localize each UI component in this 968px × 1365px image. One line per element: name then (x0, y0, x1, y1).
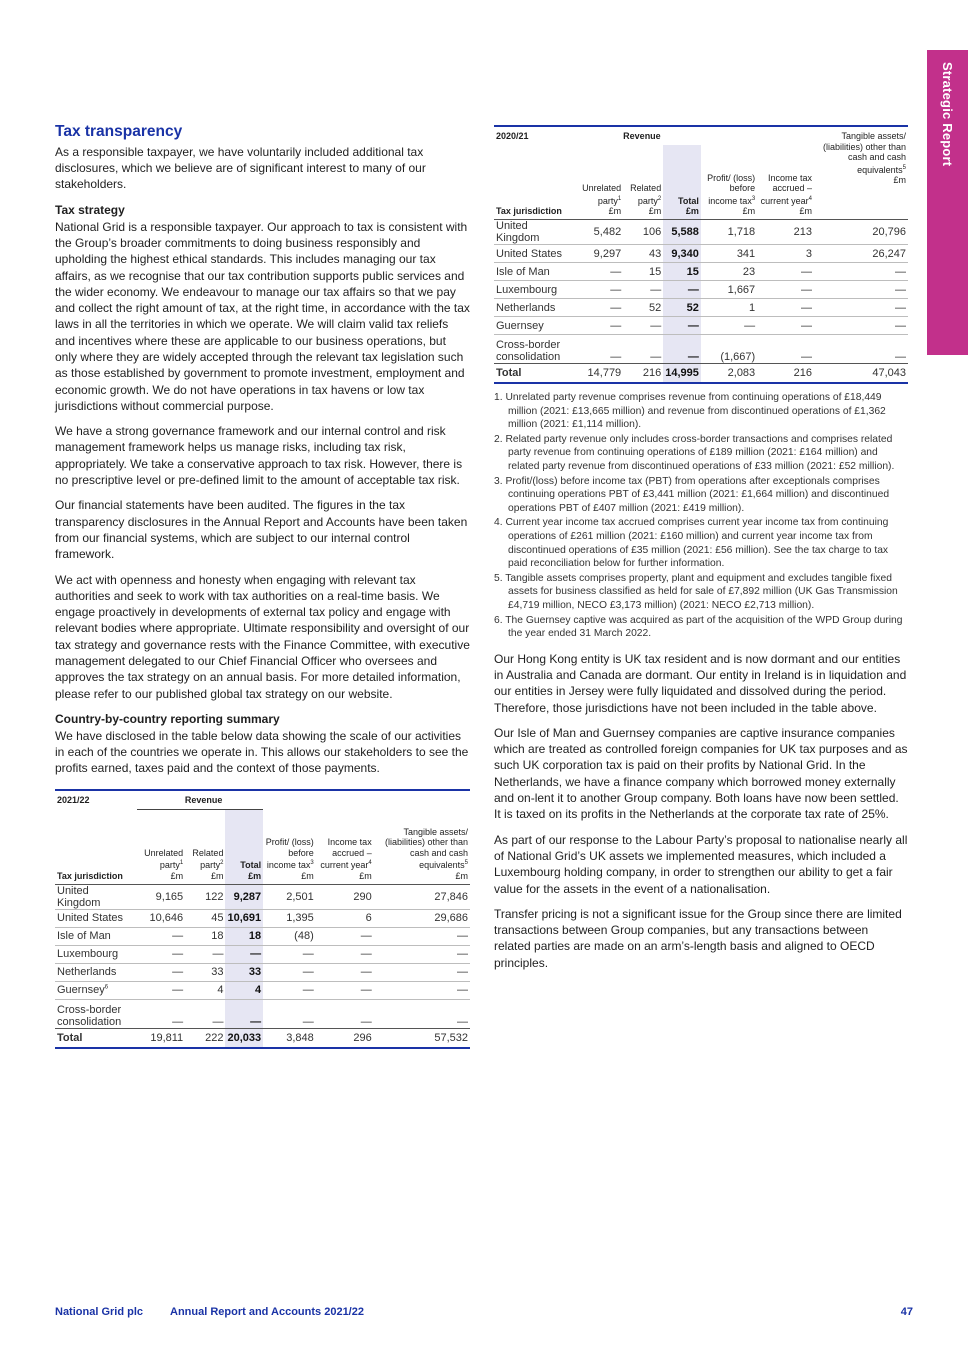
total-cell: 10,691 (225, 909, 263, 927)
unrelated-cell: — (137, 999, 185, 1028)
table-year: 2020/21 (494, 126, 575, 145)
jurisdiction-cell: Total (55, 1028, 137, 1048)
tax-jurisdiction-header: Tax jurisdiction (57, 870, 123, 881)
total-cell: 52 (663, 299, 701, 317)
tangible-cell: — (814, 335, 908, 364)
unrelated-cell: 9,297 (575, 245, 623, 263)
profit-cell: — (263, 999, 316, 1028)
total-cell: 20,033 (225, 1028, 263, 1048)
tax-cell: — (757, 281, 814, 299)
tangible-cell: — (814, 281, 908, 299)
total-cell: — (225, 945, 263, 963)
jurisdiction-cell: Cross-border consolidation (494, 335, 575, 364)
unrelated-cell: — (137, 963, 185, 981)
intro-paragraph: As a responsible taxpayer, we have voluntarily included additional tax disclosures, which we believe are of significant interest to many of our stakeholders. (55, 145, 426, 192)
footnote: 3. Profit/(loss) before income tax (PBT) from operations after exceptionals comprises continuing operations PBT of £3,441 million (2021: £1,664 million) and discontinued operations PBT of £407 million (2021: £419 million). (494, 475, 890, 514)
revenue-header: Revenue (137, 790, 263, 810)
related-cell: — (185, 945, 225, 963)
total-cell: 18 (225, 927, 263, 945)
total-cell: 14,995 (663, 364, 701, 384)
tax-cell: 296 (316, 1028, 374, 1048)
related-cell: 15 (623, 263, 663, 281)
revenue-header: Revenue (575, 126, 701, 145)
right-column (494, 125, 908, 980)
profit-cell: 341 (701, 245, 757, 263)
total-header: Total £m (663, 145, 701, 220)
page-title: Tax transparency (55, 123, 183, 140)
unrelated-cell: 14,779 (575, 364, 623, 384)
related-cell: 122 (185, 884, 225, 909)
table-year: 2021/22 (55, 790, 137, 810)
tangible-cell: 27,846 (374, 884, 470, 909)
profit-cell: 2,501 (263, 884, 316, 909)
tax-cell: 216 (757, 364, 814, 384)
body-paragraph: As part of our response to the Labour Party’s proposal to nationalise nearly all of National Grid’s UK assets we implemented measures, which included a Luxembourg holding company, in order to strengthen our ability to get a fair value for the assets in the event of a nationalisation. (494, 832, 908, 896)
jurisdiction-cell: Isle of Man (55, 927, 137, 945)
jurisdiction-cell: Cross-border consolidation (55, 999, 137, 1028)
jurisdiction-cell: Luxembourg (55, 945, 137, 963)
footnote: 4. Current year income tax accrued comprises current year income tax from continuing operations of £261 million (2021: £160 million) and current year income tax from discontinued operations of £35 million (2021: £56 million). See the tax charge to tax paid reconciliation below for further information. (494, 517, 889, 570)
table-row (55, 909, 470, 927)
total-cell: 9,340 (663, 245, 701, 263)
tangible-cell: 20,796 (814, 220, 908, 245)
unrelated-cell: — (575, 335, 623, 364)
related-cell: 4 (185, 981, 225, 999)
unrelated-cell: — (575, 281, 623, 299)
footer-report-title: Annual Report and Accounts 2021/22 (170, 1306, 364, 1318)
related-cell: 52 (623, 299, 663, 317)
income-tax-header: Income tax accrued – current year$^4$ £m (760, 172, 812, 217)
body-paragraph: Transfer pricing is not a significant issue for the Group since there are limited transactions between Group companies, but any transactions between related parties are made on an arm’s-length basis and aligned to OECD principles. (494, 906, 902, 970)
profit-cell: (1,667) (701, 335, 757, 364)
related-cell: 33 (185, 963, 225, 981)
unrelated-party-header: Unrelated party$^1$ £m (144, 847, 184, 881)
table-total-row (55, 1028, 470, 1048)
tax-jurisdiction-header: Tax jurisdiction (496, 206, 562, 217)
side-tab-label: Strategic Report (940, 62, 955, 167)
tangible-cell: — (374, 981, 470, 999)
total-cell: — (663, 317, 701, 335)
tax-cell: 290 (316, 884, 374, 909)
profit-cell: 1,667 (701, 281, 757, 299)
profit-cell: — (263, 981, 316, 999)
tax-cell: — (757, 317, 814, 335)
total-cell: 9,287 (225, 884, 263, 909)
related-cell: 222 (185, 1028, 225, 1048)
unrelated-cell: 5,482 (575, 220, 623, 245)
jurisdiction-cell: United Kingdom (494, 220, 575, 245)
jurisdiction-cell: Netherlands (55, 963, 137, 981)
tax-cell: 6 (316, 909, 374, 927)
profit-cell: — (263, 963, 316, 981)
tax-cell: — (316, 927, 374, 945)
jurisdiction-cell: United States (494, 245, 575, 263)
unrelated-cell: — (137, 945, 185, 963)
cbcr-table-2020-21 (494, 125, 908, 384)
unrelated-cell: — (575, 263, 623, 281)
table-row (55, 945, 470, 963)
profit-cell: (48) (263, 927, 316, 945)
tax-cell: — (757, 263, 814, 281)
strategic-report-tab[interactable] (927, 50, 968, 355)
tangible-cell: 57,532 (374, 1028, 470, 1048)
jurisdiction-cell: Luxembourg (494, 281, 575, 299)
tangible-cell: — (374, 999, 470, 1028)
profit-cell: — (701, 317, 757, 335)
cbcr-table-2021-22 (55, 789, 470, 1049)
tax-cell: 3 (757, 245, 814, 263)
jurisdiction-cell: Guernsey$^6$ (55, 981, 137, 999)
unrelated-cell: 10,646 (137, 909, 185, 927)
related-party-header: Related party$^2$ £m (192, 847, 224, 881)
footnote: 2. Related party revenue only includes cross-border transactions and comprises related party revenue from continuing operations of £189 million (2021: £164 million) and related party revenue from discontinued operations of £33 million (2021: £52 million). (494, 433, 895, 472)
profit-cell: 1,718 (701, 220, 757, 245)
tangible-cell: — (374, 945, 470, 963)
right-body (494, 651, 908, 971)
table-row (494, 245, 908, 263)
strategy-paragraph: National Grid is a responsible taxpayer. Our approach to tax is consistent with the Group’s broader commitments to doing business responsibly and upholding the highest ethical standards. This includes managing our tax affairs, as we recognise that our tax contribution supports public services and the wider economy. We endeavour to manage our tax affairs so that we pay and collect the right amount of tax, at the right time, in accordance with the tax laws in all the territories in which we operate. We will claim valid tax reliefs and incentives where these are applicable to our business operations, but only where they are widely accepted through the relevant tax legislation such as those established by government to promote investment, employment and economic growth. We do not have operations in tax havens or low tax jurisdictions without commercial purpose. (55, 219, 470, 413)
related-cell: — (623, 281, 663, 299)
footnote: 6. The Guernsey captive was acquired as part of the acquisition of the WPD Group during the year ended 31 March 2022. (494, 614, 903, 640)
total-cell: 33 (225, 963, 263, 981)
related-party-header: Related party$^2$ £m (630, 183, 662, 217)
related-cell: — (623, 335, 663, 364)
tangible-cell: — (814, 263, 908, 281)
tax-cell: — (316, 945, 374, 963)
tangible-cell: — (374, 963, 470, 981)
profit-cell: 1,395 (263, 909, 316, 927)
total-cell: 4 (225, 981, 263, 999)
table-row (55, 927, 470, 945)
body-paragraph: Our Hong Kong entity is UK tax resident and is now dormant and our entities in Australia and Canada are dormant. Our entity in Ireland is in liquidation and our entities in Jersey were fully liquidated and dissolved during the period. Therefore, those jurisdictions have not been included in the table above. (494, 651, 907, 715)
unrelated-party-header: Unrelated party$^1$ £m (582, 183, 622, 217)
income-tax-header: Income tax accrued – current year$^4$ £m (320, 837, 372, 881)
tax-strategy-heading: Tax strategy (55, 202, 125, 217)
body-paragraph: Our Isle of Man and Guernsey companies are captive insurance companies which are treated as controlled foreign companies for UK tax purposes and as such UK corporation tax is paid on their profits by National Grid. In the Netherlands, we have a finance company which borrowed money externally and on-lent it to another Group company. Both loans have now been settled. It is taxed on its profits in the Netherlands at the corporate tax rate of 25%. (494, 725, 908, 822)
profit-cell: 23 (701, 263, 757, 281)
jurisdiction-cell: Isle of Man (494, 263, 575, 281)
strategy-paragraph: We act with openness and honesty when engaging with relevant tax authorities and seek to work with tax authorities on a real-time basis. We engage proactively in developments of external tax policy and engage with relevant bodies where appropriate. Ultimate responsibility and oversight of our tax strategy and governance rests with the Finance Committee, with executive management delegated to our Chief Financial Officer who oversees and approves the tax strategy on an annual basis. For more detailed information, please refer to our published global tax strategy on our website. (55, 572, 470, 701)
profit-cell: 2,083 (701, 364, 757, 384)
related-cell: 216 (623, 364, 663, 384)
total-cell: — (663, 335, 701, 364)
total-cell: — (663, 281, 701, 299)
total-cell: 5,588 (663, 220, 701, 245)
profit-header: Profit/ (loss) before income tax$^3$ £m (707, 172, 756, 217)
jurisdiction-cell: Netherlands (494, 299, 575, 317)
total-cell: 15 (663, 263, 701, 281)
footnote: 5. Tangible assets comprises property, plant and equipment and excludes tangible fixed assets for business classified as held for sale of £7,892 million (UK Gas Transmission £4,719 million, NECO £3,173 million) (2021: NECO £2,713 million). (494, 572, 898, 611)
tangible-cell: 47,043 (814, 364, 908, 384)
related-cell: 18 (185, 927, 225, 945)
related-cell: — (185, 999, 225, 1028)
tangible-cell: — (374, 927, 470, 945)
tax-cell: — (316, 999, 374, 1028)
table-total-row (494, 364, 908, 384)
tangible-assets-header: Tangible assets/ (liabilities) other than cash and cash equivalents$^5$ £m (384, 826, 468, 881)
unrelated-cell: — (575, 317, 623, 335)
cbcr-heading: Country-by-country reporting summary (55, 711, 280, 726)
tax-strategy-body (55, 219, 470, 702)
profit-header: Profit/ (loss) before income tax$^3$ £m (265, 837, 314, 881)
profit-cell: — (263, 945, 316, 963)
table-row (494, 299, 908, 317)
jurisdiction-cell: Guernsey (494, 317, 575, 335)
strategy-paragraph: Our financial statements have been audited. The figures in the tax transparency disclosures in the Annual Report and Accounts have been taken from our financial systems, which are subject to our internal control framework. (55, 498, 468, 562)
table-row (494, 281, 908, 299)
table-row (494, 335, 908, 364)
related-cell: — (623, 317, 663, 335)
left-column (55, 121, 470, 1049)
cbcr-paragraph: We have disclosed in the table below data showing the scale of our activities in each of the countries we operate in. This allows our stakeholders to see the profits earned, taxes paid and the context of those payments. (55, 728, 469, 776)
jurisdiction-cell: Total (494, 364, 575, 384)
table-row (55, 963, 470, 981)
tangible-cell: — (814, 317, 908, 335)
total-header: Total £m (225, 809, 263, 884)
unrelated-cell: — (575, 299, 623, 317)
table-row (494, 263, 908, 281)
tax-cell: — (316, 963, 374, 981)
table-row (494, 220, 908, 245)
strategy-paragraph: We have a strong governance framework and our internal control and risk management framework helps us manage risks, including tax risk, appropriately. We take a conservative approach to tax risk. However, there is no prescriptive level or pre-defined limit to the amount of acceptable tax risk. (55, 424, 463, 488)
tax-cell: — (757, 299, 814, 317)
table-row (55, 981, 470, 999)
tax-cell: — (316, 981, 374, 999)
tax-cell: — (757, 335, 814, 364)
related-cell: 106 (623, 220, 663, 245)
related-cell: 45 (185, 909, 225, 927)
unrelated-cell: — (137, 927, 185, 945)
jurisdiction-cell: United Kingdom (55, 884, 137, 909)
unrelated-cell: 9,165 (137, 884, 185, 909)
unrelated-cell: 19,811 (137, 1028, 185, 1048)
page-number: 47 (900, 1306, 913, 1318)
footnote: 1. Unrelated party revenue comprises revenue from continuing operations of £18,449 million (2021: £13,665 million) and revenue from discontinued operations of £1,362 million (2021: £1,114 million). (494, 392, 886, 431)
footnotes (494, 391, 908, 641)
footer-company: National Grid plc (55, 1306, 144, 1318)
tax-cell: 213 (757, 220, 814, 245)
related-cell: 43 (623, 245, 663, 263)
table-row (55, 999, 470, 1028)
tangible-cell: 26,247 (814, 245, 908, 263)
jurisdiction-cell: United States (55, 909, 137, 927)
tangible-cell: — (814, 299, 908, 317)
total-cell: — (225, 999, 263, 1028)
table-row (494, 317, 908, 335)
tangible-assets-header: Tangible assets/ (liabilities) other than cash and cash equivalents$^5$ £m (814, 126, 908, 220)
table-row (55, 884, 470, 909)
tangible-cell: 29,686 (374, 909, 470, 927)
profit-cell: 1 (701, 299, 757, 317)
profit-cell: 3,848 (263, 1028, 316, 1048)
unrelated-cell: — (137, 981, 185, 999)
